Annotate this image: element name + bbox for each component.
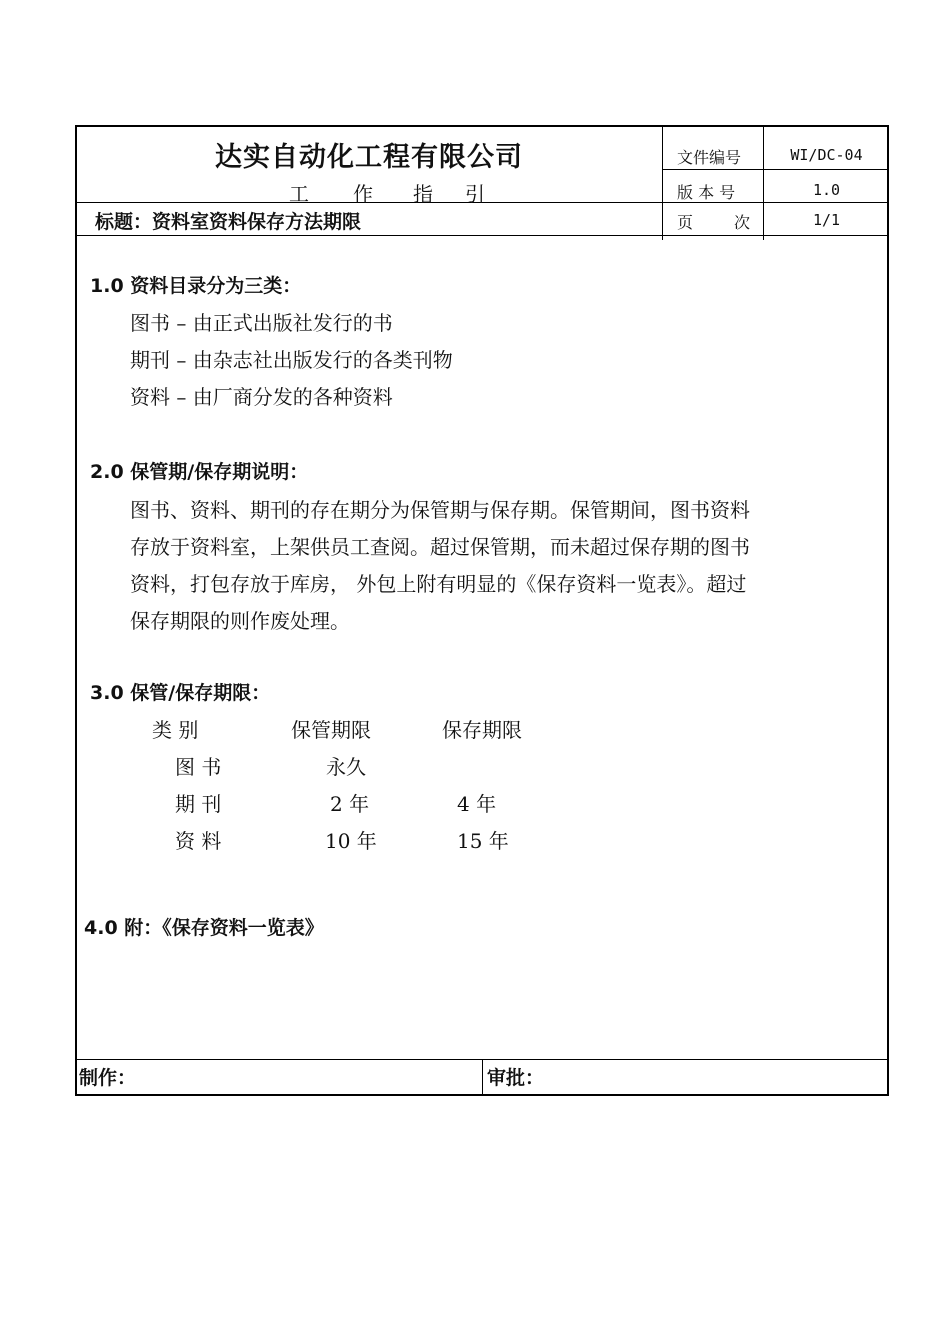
section-1-item: 资料 – 由厂商分发的各种资料 [130, 385, 393, 409]
column-header-category: 类 别 [152, 718, 199, 742]
section-1-item: 期刊 – 由杂志社出版发行的各类刊物 [130, 348, 453, 372]
subtitle-char-2: 作 [353, 182, 373, 206]
header-divider-top [662, 169, 889, 170]
document-frame [75, 125, 889, 1096]
table-cell-retention: 4 年 [457, 792, 497, 816]
page-label-1: 页 [677, 213, 694, 232]
section-3-heading: 3.0 保管/保存期限： [90, 682, 271, 704]
made-by-label: 制作： [79, 1067, 137, 1089]
company-name: 达实自动化工程有限公司 [215, 142, 523, 173]
document-title: 标题：资料室资料保存方法期限 [95, 211, 362, 233]
subtitle-char-3: 指 [413, 182, 433, 206]
section-1-heading: 1.0 资料目录分为三类： [90, 275, 302, 297]
version-label: 版 本 号 [677, 183, 736, 202]
table-cell-custody: 永久 [326, 755, 366, 779]
header-divider-bottom [77, 235, 889, 236]
table-cell-custody: 2 年 [330, 792, 370, 816]
page-value: 1/1 [812, 211, 841, 229]
footer-divider [77, 1059, 889, 1060]
section-2-line: 资料，打包存放于库房， 外包上附有明显的《保存资料一览表》。超过 [130, 572, 747, 596]
table-cell-category: 图 书 [175, 755, 222, 779]
doc-number-label: 文件编号 [677, 148, 742, 167]
table-cell-category: 资 料 [175, 829, 222, 853]
subtitle-char-4: 引 [465, 182, 485, 206]
section-2-line: 存放于资料室，上架供员工查阅。超过保管期，而未超过保存期的图书 [130, 535, 750, 559]
column-header-custody-period: 保管期限 [291, 718, 371, 742]
table-cell-retention: 15 年 [457, 829, 509, 853]
page-label-2: 次 [734, 213, 751, 232]
section-2-line: 保存期限的则作废处理。 [130, 609, 350, 633]
subtitle-char-1: 工 [289, 182, 309, 206]
section-2-line: 图书、资料、期刊的存在期分为保管期与保存期。保管期间，图书资料 [130, 498, 750, 522]
header-divider-vertical [662, 127, 663, 240]
table-cell-custody: 10 年 [325, 829, 377, 853]
approved-by-label: 审批： [487, 1067, 545, 1089]
version-value: 1.0 [812, 181, 841, 199]
table-cell-category: 期 刊 [175, 792, 222, 816]
section-4-heading: 4.0 附：《保存资料一览表》 [84, 917, 324, 939]
section-2-heading: 2.0 保管期/保存期说明： [90, 461, 309, 483]
doc-number-value: WI/DC-04 [790, 146, 863, 164]
footer-divider-vertical [482, 1059, 483, 1096]
column-header-retention-period: 保存期限 [442, 718, 522, 742]
section-1-item: 图书 – 由正式出版社发行的书 [130, 311, 393, 335]
